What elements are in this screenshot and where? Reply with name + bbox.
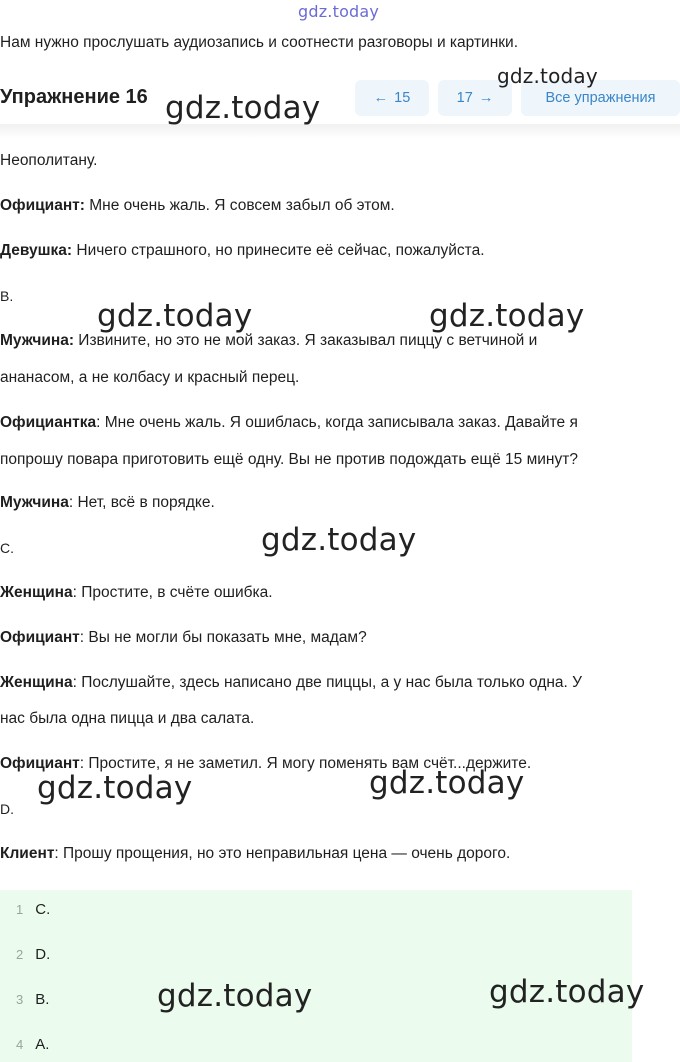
answer-row (16, 991, 49, 1008)
answer-number: 4 (16, 1037, 24, 1052)
speaker: Официант: (0, 197, 85, 214)
dialogue-line (0, 583, 273, 603)
section-label: C. (0, 540, 14, 556)
speaker: Женщина (0, 584, 73, 601)
dialogue-line (0, 844, 510, 864)
speech: : Простите, я не заметил. Я могу поменять вам счёт...держите. (79, 755, 532, 772)
speech: : Простите, в счёте ошибка. (72, 584, 273, 601)
arrow-right-icon: → (478, 90, 494, 106)
speaker: Мужчина: (0, 332, 74, 349)
speaker: Мужчина (0, 494, 69, 511)
answer-row (16, 946, 50, 963)
watermark: gdz.today (37, 770, 193, 806)
section-label: D. (0, 801, 14, 817)
watermark: gdz.today (261, 522, 417, 558)
watermark: gdz.today (429, 298, 585, 334)
answer-number: 3 (16, 992, 24, 1007)
speaker: Официант (0, 629, 80, 646)
answer-number: 1 (16, 902, 24, 917)
answer-row (16, 1036, 49, 1053)
page-title: Упражнение 16 (0, 86, 148, 108)
speech: : Прошу прощения, но это неправильная цена — очень дорого. (54, 845, 511, 862)
speech: : Нет, всё в порядке. (68, 494, 215, 511)
watermark: gdz.today (165, 90, 321, 126)
intro-text: Нам нужно прослушать аудиозапись и соотнести разговоры и картинки. (0, 34, 519, 51)
all-exercises-label: Все упражнения (545, 90, 656, 106)
next-exercise-label: 17 (456, 90, 473, 106)
speaker: Официант (0, 755, 80, 772)
watermark-top: gdz.today (298, 2, 380, 21)
speech: : Вы не могли бы показать мне, мадам? (79, 629, 367, 646)
answer-value: A. (35, 1036, 50, 1053)
speech: : Послушайте, здесь написано две пиццы, а у нас была только одна. У (72, 674, 583, 691)
dialogue-line (0, 196, 395, 216)
dialogue-line (0, 493, 215, 513)
dialogue-line (0, 628, 367, 648)
speech: Извините, но это не мой заказ. Я заказывал пиццу с ветчиной и (74, 332, 538, 349)
dialogue-line: нас была одна пицца и два салата. (0, 710, 255, 727)
speech: Ничего страшного, но принесите её сейчас, пожалуйста. (72, 242, 485, 259)
speech: Мне очень жаль. Я совсем забыл об этом. (84, 197, 395, 214)
prev-exercise-label: 15 (394, 90, 411, 106)
dialogue-line: попрошу повара приготовить ещё одну. Вы не против подождать ещё 15 минут? (0, 451, 578, 468)
watermark: gdz.today (489, 974, 645, 1010)
answer-value: D. (35, 946, 51, 963)
header-shadow (0, 124, 680, 138)
answer-value: B. (35, 991, 50, 1008)
speaker: Женщина (0, 674, 73, 691)
speaker: Девушка: (0, 242, 73, 259)
dialogue-line: ананасом, а не колбасу и красный перец. (0, 369, 300, 386)
dialogue-line (0, 331, 537, 351)
speech: : Мне очень жаль. Я ошиблась, когда записывала заказ. Давайте я (96, 414, 578, 431)
arrow-left-icon: ← (373, 90, 389, 106)
answer-value: C. (35, 901, 51, 918)
watermark: gdz.today (157, 978, 313, 1014)
watermark: gdz.today (497, 64, 598, 88)
answer-row (16, 901, 50, 918)
answer-number: 2 (16, 947, 24, 962)
dialogue-line (0, 673, 582, 693)
watermark: gdz.today (369, 765, 525, 801)
speaker: Официантка (0, 414, 97, 431)
section-label: B. (0, 288, 14, 304)
watermark: gdz.today (97, 298, 253, 334)
prev-exercise-button[interactable] (355, 80, 429, 116)
speaker: Клиент (0, 845, 55, 862)
dialogue-line (0, 241, 485, 261)
dialogue-line: Неополитану. (0, 152, 98, 169)
dialogue-line (0, 413, 578, 433)
